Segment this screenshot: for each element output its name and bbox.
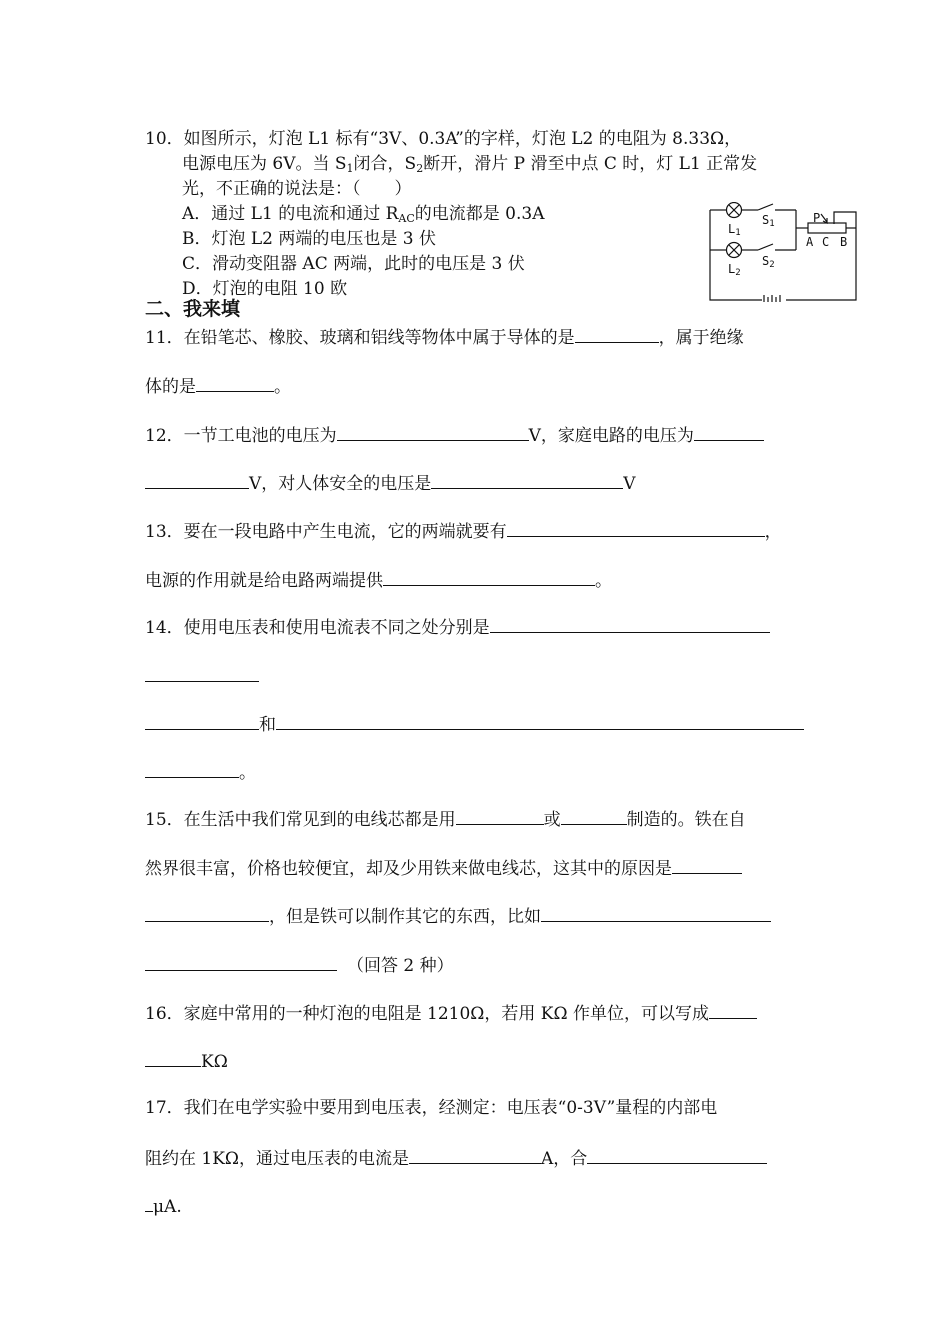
q12-line2: V，对人体安全的电压是 V [145, 470, 636, 496]
q14-line2 [145, 663, 259, 689]
label-c: C [822, 235, 830, 249]
label-l1: L1 [728, 222, 741, 238]
q15-line2: 然界很丰富，价格也较便宜，却及少用铁来做电线芯，这其中的原因是 [145, 855, 742, 881]
label-l2: L2 [728, 262, 741, 278]
q10-option-a: A．通过 L1 的电流和通过 $R_{AC}$的电流都是 0.3A [182, 204, 545, 225]
q11-line1: 11．在铅笔芯、橡胶、玻璃和铝线等物体中属于导体的是 ，属于绝缘 [145, 324, 744, 350]
q17-line1: 17．我们在电学实验中要用到电压表，经测定：电压表“0-3V”量程的内部电 [145, 1098, 718, 1118]
q10-line1: 10．如图所示，灯泡 L1 标有“3V、0.3A”的字样，灯泡 L2 的电阻为 8.33Ω， [145, 129, 742, 149]
label-b: B [840, 235, 848, 249]
label-a: A [806, 235, 814, 249]
q10-line3: 光，不正确的说法是：（ ） [182, 179, 412, 199]
q16-line2: KΩ [145, 1048, 228, 1074]
q17-line2: 阻约在 1KΩ，通过电压表的电流是 A，合 [145, 1145, 767, 1171]
switch-s1-icon [758, 204, 773, 210]
q10-option-c: C．滑动变阻器 AC 两端，此时的电压是 3 伏 [182, 254, 525, 274]
q15-line4: （回答 2 种） [145, 952, 454, 978]
q16-line1: 16．家庭中常用的一种灯泡的电阻是 1210Ω，若用 KΩ 作单位，可以写成 [145, 1000, 757, 1026]
battery-icon [762, 293, 782, 302]
q12-line1: 12．一节工电池的电压为 V，家庭电路的电压为 [145, 422, 764, 448]
label-s2: S2 [762, 254, 775, 270]
section-title: 二、我来填 [145, 298, 241, 320]
q10-option-d: D．灯泡的电阻 10 欧 [182, 279, 348, 299]
q15-line1: 15．在生活中我们常见到的电线芯都是用 或 制造的。铁在自 [145, 806, 746, 832]
label-s1: S1 [762, 213, 775, 229]
q13-line2: 电源的作用就是给电路两端提供 。 [145, 567, 612, 593]
q14-line1: 14．使用电压表和使用电流表不同之处分别是 [145, 614, 770, 640]
q17-line3: μA. [145, 1193, 182, 1219]
switch-s2-icon [758, 244, 773, 250]
q11-line2: 体的是 。 [145, 373, 291, 399]
q14-line3: 和 [145, 711, 804, 737]
q14-line4: 。 [145, 759, 256, 785]
q10-line2: 电源电压为 6V。当 $S_1$闭合，$S_2$断开，滑片 P 滑至中点 C 时，灯 L1 正常发 [182, 154, 758, 175]
q10-option-b: B．灯泡 L2 两端的电压也是 3 伏 [182, 229, 437, 249]
circuit-diagram [696, 202, 861, 302]
q13-line1: 13．要在一段电路中产生电流，它的两端就要有 ， [145, 518, 782, 544]
q15-line3: ，但是铁可以制作其它的东西，比如 [145, 903, 771, 929]
label-p: P [813, 211, 821, 225]
